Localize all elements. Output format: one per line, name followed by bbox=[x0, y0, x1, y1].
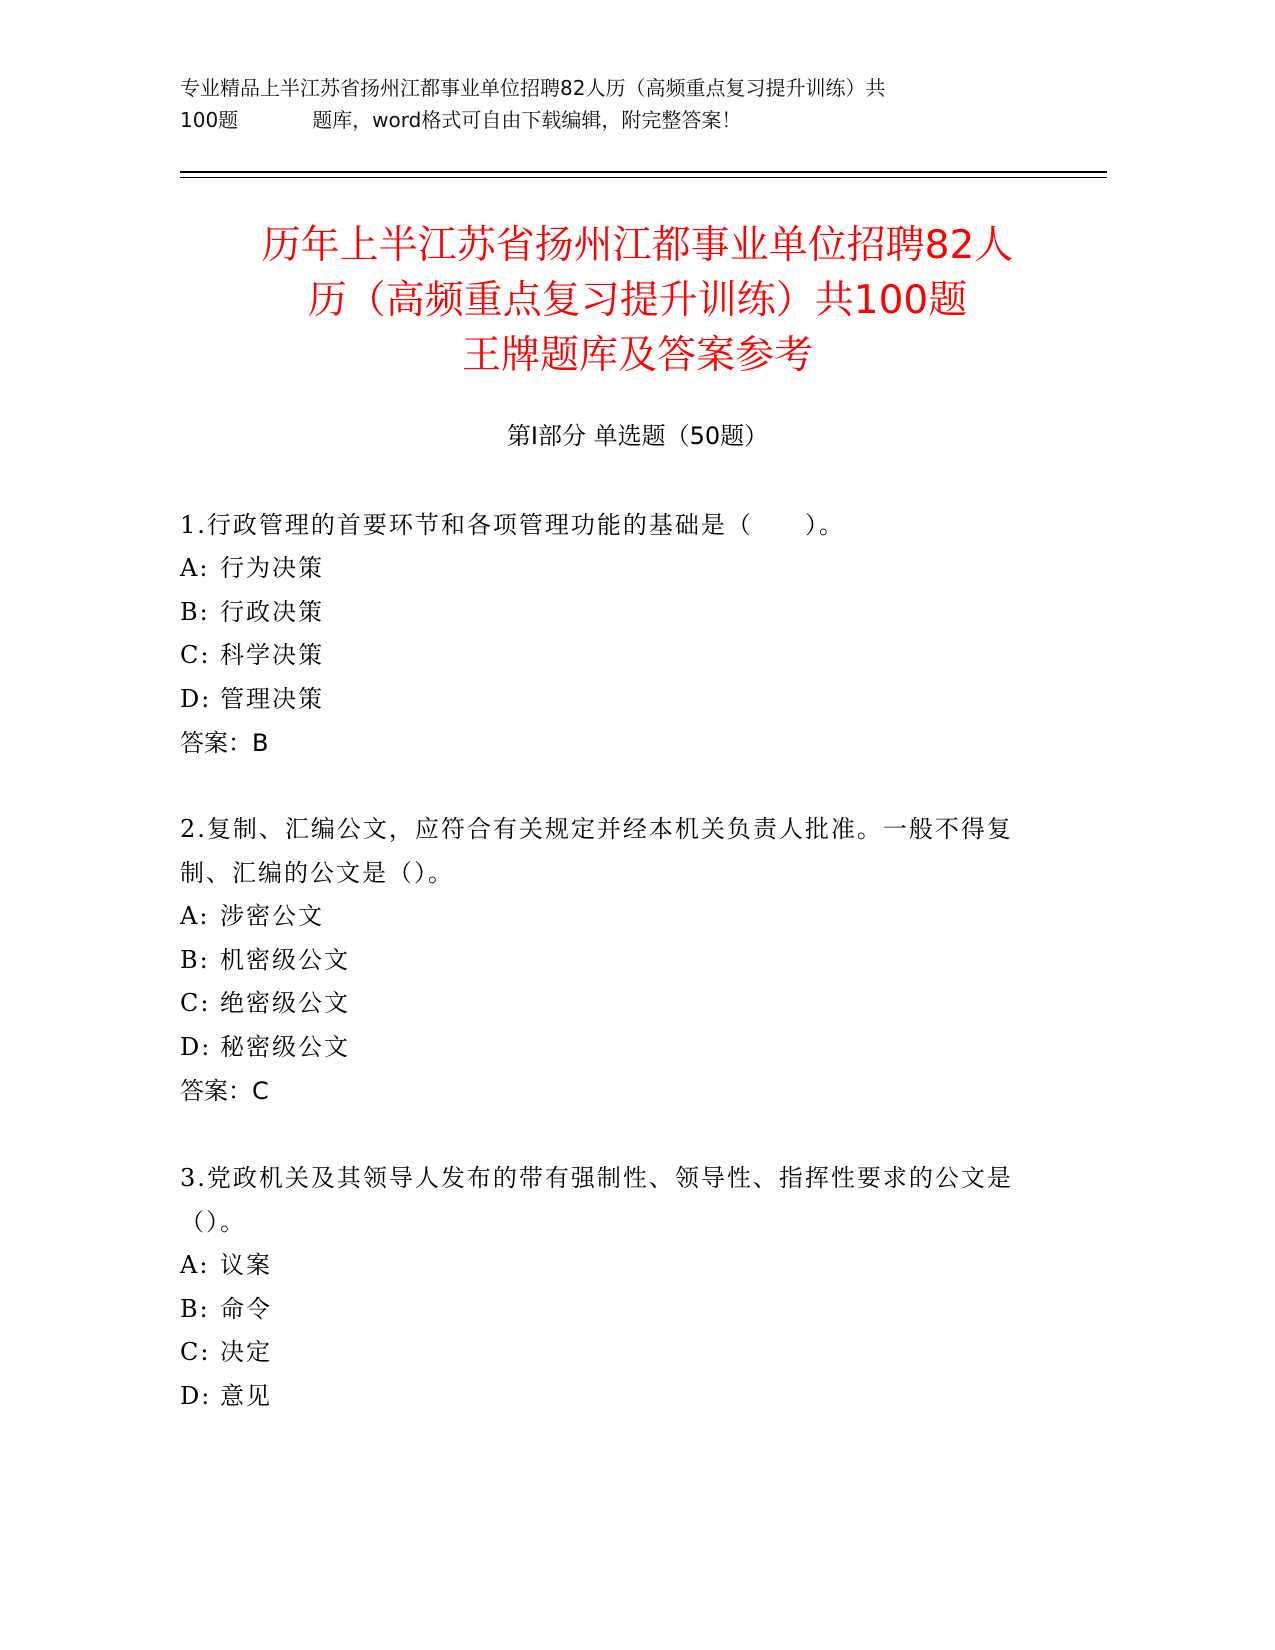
option-c bbox=[180, 634, 1040, 678]
option-d bbox=[180, 1375, 1040, 1419]
question-stem: 1.行政管理的首要环节和各项管理功能的基础是（ ）。 bbox=[180, 511, 845, 539]
header-divider-thin bbox=[180, 177, 1107, 178]
option-letter: C: bbox=[180, 641, 211, 669]
option-letter: D: bbox=[180, 684, 212, 713]
option-text: 命令 bbox=[220, 1294, 272, 1323]
answer: 答案：B bbox=[180, 729, 269, 757]
option-text: 行为决策 bbox=[220, 554, 324, 582]
option-letter: A: bbox=[180, 554, 210, 582]
option-text: 机密级公文 bbox=[220, 945, 350, 974]
header-line-1: 专业精品上半江苏省扬州江都事业单位招聘82人历（高频重点复习提升训练）共 bbox=[180, 76, 886, 100]
option-letter: B: bbox=[180, 1294, 210, 1323]
header-line-2 bbox=[180, 104, 1110, 136]
header-divider-thick bbox=[180, 171, 1107, 173]
option-c bbox=[180, 1331, 1040, 1375]
option-a bbox=[180, 895, 1040, 939]
option-b bbox=[180, 939, 1040, 983]
question-3 bbox=[180, 1156, 1040, 1418]
document-header bbox=[180, 72, 1110, 136]
header-line-2-prefix: 100题 bbox=[180, 108, 239, 132]
option-b bbox=[180, 591, 1040, 635]
option-text: 决定 bbox=[220, 1338, 272, 1366]
option-d bbox=[180, 678, 1040, 722]
option-letter: B: bbox=[180, 945, 210, 974]
option-letter: A: bbox=[180, 902, 210, 930]
question-stem: 2.复制、汇编公文，应符合有关规定并经本机关负责人批准。一般不得复制、汇编的公文是（）。 bbox=[180, 815, 1013, 887]
option-a bbox=[180, 1244, 1040, 1288]
title-line-3: 王牌题库及答案参考 bbox=[461, 333, 813, 378]
option-letter: C: bbox=[180, 989, 211, 1017]
option-letter: A: bbox=[180, 1251, 210, 1279]
option-text: 议案 bbox=[220, 1251, 272, 1279]
option-letter: C: bbox=[180, 1338, 211, 1366]
document-title bbox=[150, 218, 1125, 383]
option-d bbox=[180, 1026, 1040, 1070]
option-letter: D: bbox=[180, 1381, 212, 1410]
header-line-2-suffix: 题库，word格式可自由下载编辑，附完整答案！ bbox=[312, 108, 742, 132]
section-title: 第Ⅰ部分 单选题（50题） bbox=[506, 422, 769, 450]
option-text: 绝密级公文 bbox=[220, 989, 350, 1017]
option-text: 意见 bbox=[220, 1381, 272, 1410]
option-a bbox=[180, 547, 1040, 591]
option-letter: D: bbox=[180, 1032, 212, 1061]
title-line-2: 历（高频重点复习提升训练）共100题 bbox=[307, 278, 968, 323]
option-letter: B: bbox=[180, 597, 210, 626]
option-text: 管理决策 bbox=[220, 684, 324, 713]
question-stem: 3.党政机关及其领导人发布的带有强制性、领导性、指挥性要求的公文是（）。 bbox=[180, 1164, 1013, 1236]
question-2 bbox=[180, 807, 1040, 1113]
option-text: 科学决策 bbox=[220, 641, 324, 669]
title-line-1: 历年上半江苏省扬州江都事业单位招聘82人 bbox=[261, 223, 1014, 268]
option-b bbox=[180, 1288, 1040, 1332]
question-1 bbox=[180, 503, 1040, 765]
answer: 答案：C bbox=[180, 1077, 269, 1105]
option-text: 秘密级公文 bbox=[220, 1032, 350, 1061]
option-c bbox=[180, 982, 1040, 1026]
option-text: 涉密公文 bbox=[220, 902, 324, 930]
option-text: 行政决策 bbox=[220, 597, 324, 626]
